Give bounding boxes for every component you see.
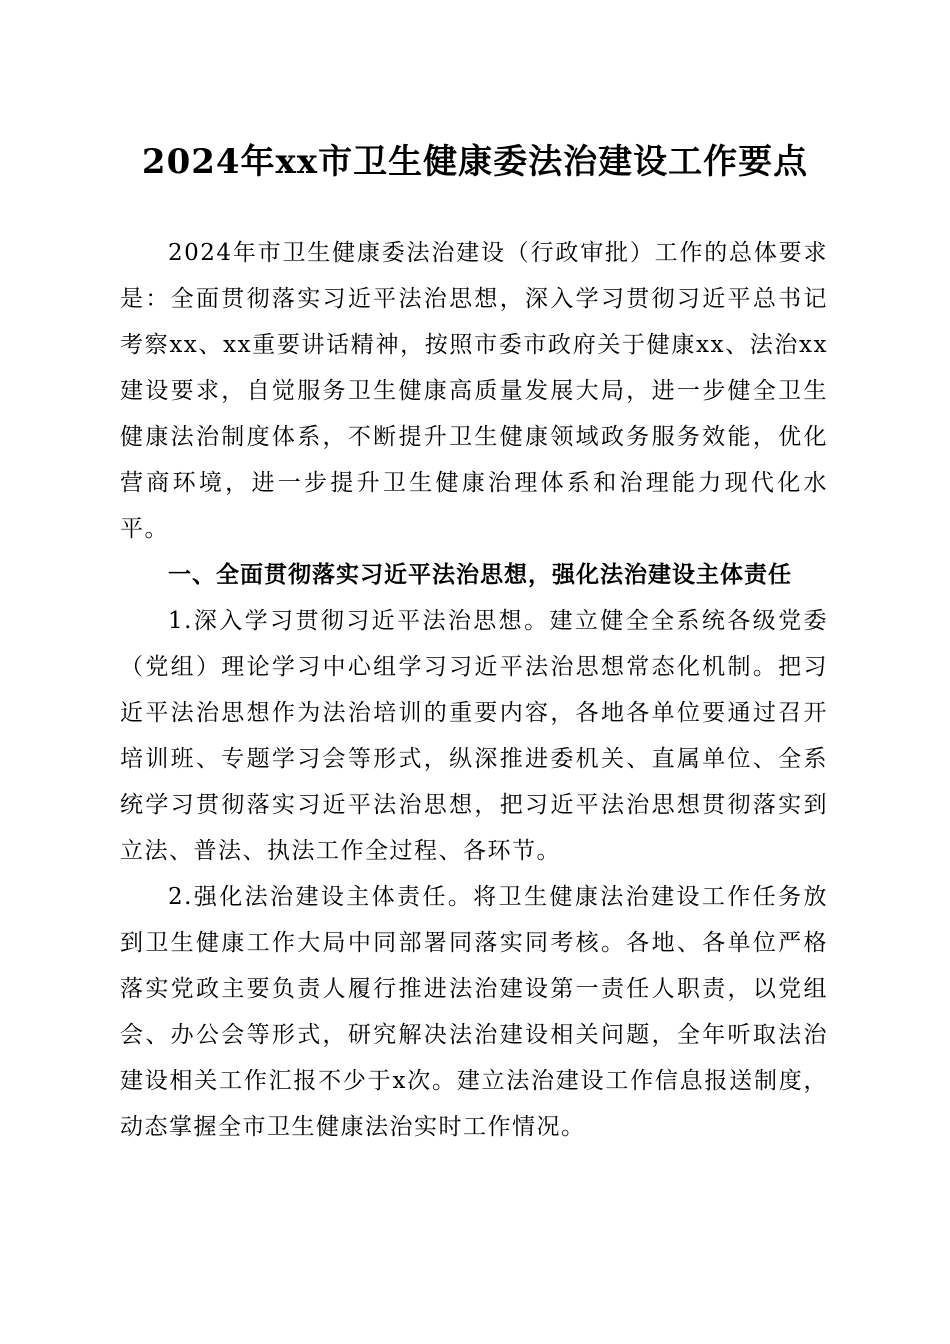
item-2-paragraph: 2.强化法治建设主体责任。将卫生健康法治建设工作任务放到卫生健康工作大局中同部署同落实同考核。各地、各单位严格落实党政主要负责人履行推进法治建设第一责任人职责，以党组会、办公会等形式，研究解决法治建设相关问题，全年听取法治建设相关工作汇报不少于x次。建立法治建设工作信息报送制度，动态掌握全市卫生健康法治实时工作情况。 [120,884,828,1140]
item-1-paragraph: 1.深入学习贯彻习近平法治思想。建立健全全系统各级党委（党组）理论学习中心组学习习近平法治思想常态化机制。把习近平法治思想作为法治培训的重要内容，各地各单位要通过召开培训班、专题学习会等形式，纵深推进委机关、直属单位、全系统学习贯彻落实习近平法治思想，把习近平法治思想贯彻落实到立法、普法、执法工作全过程、各环节。 [120,608,828,864]
intro-paragraph: 2024年市卫生健康委法治建设（行政审批）工作的总体要求是：全面贯彻落实习近平法治思想，深入学习贯彻习近平总书记考察xx、xx重要讲话精神，按照市委市政府关于健康xx、法治xx建设要求，自觉服务卫生健康高质量发展大局，进一步健全卫生健康法治制度体系，不断提升卫生健康领域政务服务效能，优化营商环境，进一步提升卫生健康治理体系和治理能力现代化水平。 [120,240,828,542]
document-title: 2024年xx市卫生健康委法治建设工作要点 [141,142,809,182]
document-body [120,230,828,1150]
section-1-heading: 一、全面贯彻落实习近平法治思想，强化法治建设主体责任 [168,562,792,588]
